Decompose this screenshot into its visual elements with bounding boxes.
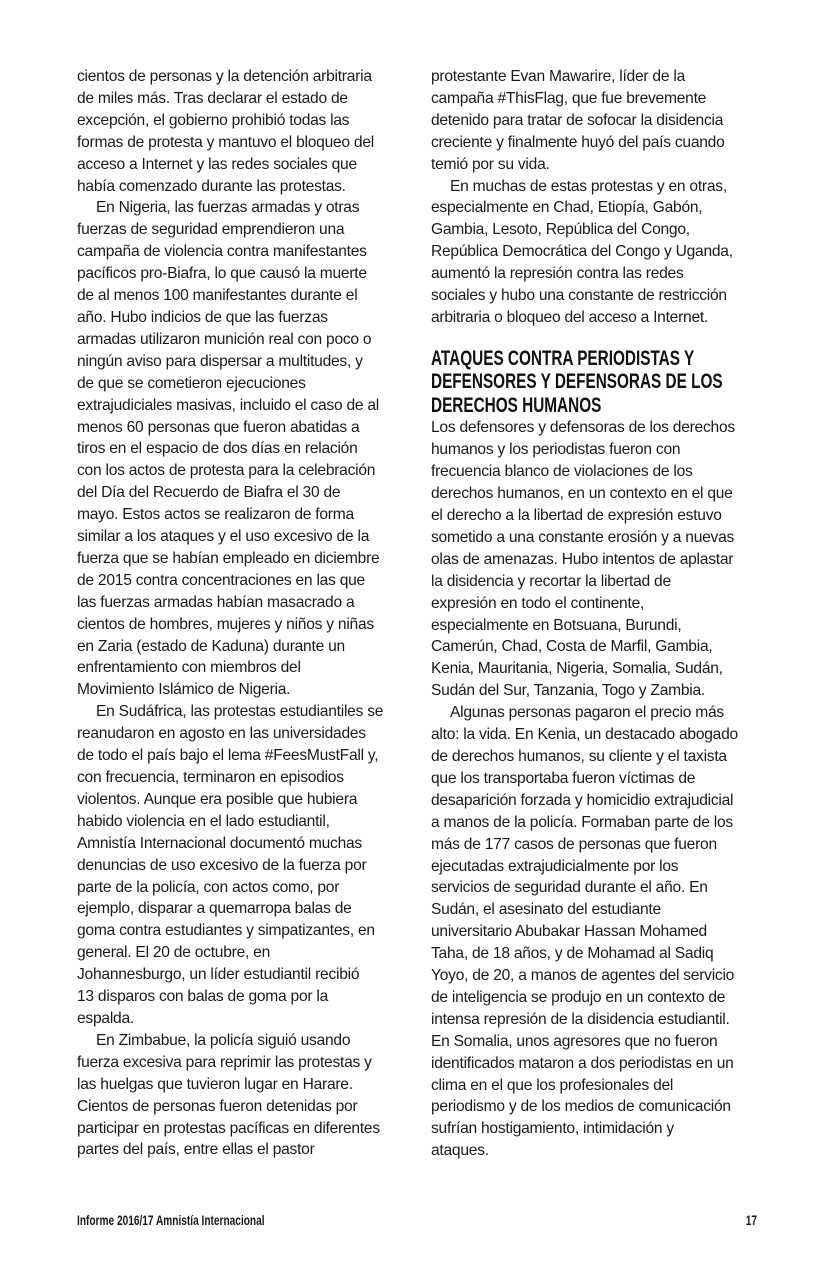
- text-line: más de 177 casos de personas que fueron: [431, 835, 717, 853]
- right-paragraphs-before: [431, 66, 761, 329]
- text-line: Gambia, Lesoto, República del Congo,: [431, 221, 690, 239]
- text-line: fuerza que se habían empleado en diciembre: [77, 549, 380, 567]
- paragraph: [431, 66, 761, 176]
- text-line: las fuerzas armadas habían masacrado a: [77, 593, 355, 611]
- text-line: Taha, de 18 años, y de Mohamad al Sadiq: [431, 945, 714, 963]
- text-line: En Zimbabue, la policía siguió usando: [96, 1031, 351, 1049]
- text-line: denuncias de uso excesivo de la fuerza por: [77, 856, 367, 874]
- text-line: ejemplo, disparar a quemarropa balas de: [77, 900, 352, 918]
- text-line: protestante Evan Mawarire, líder de la: [431, 68, 685, 85]
- paragraph: [77, 197, 407, 701]
- text-line: con los actos de protesta para la celebración: [77, 462, 376, 480]
- text-line: que los transportaba fueron víctimas de: [431, 769, 696, 787]
- text-line: de miles más. Tras declarar el estado de: [77, 89, 348, 107]
- text-line: menos 60 personas que fueron abatidas a: [77, 418, 360, 436]
- text-line: campaña #ThisFlag, que fue brevemente: [431, 89, 707, 107]
- text-line: general. El 20 de octubre, en: [77, 944, 271, 962]
- text-line: de derechos humanos, su cliente y el taxista: [431, 747, 727, 765]
- text-line: participar en protestas pacíficas en diferentes: [77, 1119, 380, 1137]
- paragraph: [431, 417, 761, 702]
- text-line: año. Hubo indicios de que las fuerzas: [77, 308, 328, 326]
- text-line: había comenzado durante las protestas.: [77, 177, 346, 195]
- heading-line: DEFENSORES Y DEFENSORAS DE LOS: [431, 370, 723, 394]
- text-line: Amnistía Internacional documentó muchas: [77, 834, 362, 852]
- text-line: Yoyo, de 20, a manos de agentes del servicio: [431, 967, 735, 985]
- section-heading: [431, 347, 761, 418]
- text-line: Algunas personas pagaron el precio más: [450, 704, 724, 722]
- text-line: Movimiento Islámico de Nigeria.: [77, 681, 291, 699]
- text-line: sufrían hostigamiento, intimidación y: [431, 1120, 674, 1138]
- text-line: expresión en todo el continente,: [431, 594, 645, 612]
- text-line: Sudán del Sur, Tanzania, Togo y Zambia.: [431, 682, 706, 700]
- heading-line: DERECHOS HUMANOS: [431, 393, 602, 417]
- text-line: de al menos 100 manifestantes durante el: [77, 287, 358, 305]
- text-line: el derecho a la libertad de expresión estuvo: [431, 507, 722, 524]
- text-line: a manos de la policía. Formaban parte de los: [431, 813, 733, 831]
- text-line: Sudán, el asesinato del estudiante: [431, 901, 661, 919]
- text-line: de todo el país bajo el lema #FeesMustFall y,: [77, 747, 379, 765]
- text-line: humanos y los periodistas fueron con: [431, 441, 681, 459]
- text-line: alto: la vida. En Kenia, un destacado abogado: [431, 726, 738, 744]
- text-line: formas de protesta y mantuvo el bloqueo del: [77, 133, 374, 151]
- text-line: habido violencia en el lado estudiantil,: [77, 812, 330, 830]
- text-line: cientos de hombres, mujeres y niños y niñas: [77, 615, 374, 633]
- text-line: arbitraria o bloqueo del acceso a Internet.: [431, 308, 709, 326]
- text-line: En Nigeria, las fuerzas armadas y otras: [96, 199, 360, 217]
- text-line: frecuencia blanco de violaciones de los: [431, 463, 693, 481]
- paragraph: [431, 702, 761, 1162]
- text-line: universitario Abubakar Hassan Mohamed: [431, 923, 707, 941]
- text-line: de que se cometieron ejecuciones: [77, 374, 306, 392]
- text-line: Los defensores y defensoras de los derechos: [431, 419, 735, 437]
- text-line: ejecutadas extrajudicialmente por los: [431, 857, 679, 875]
- text-line: aumentó la represión contra las redes: [431, 265, 684, 283]
- text-line: intensa represión de la disidencia estudiantil.: [431, 1010, 730, 1028]
- text-line: espalda.: [77, 1009, 134, 1027]
- text-line: las huelgas que tuvieron lugar en Harare.: [77, 1075, 353, 1093]
- page-footer: [77, 1213, 757, 1228]
- text-line: partes del país, entre ellas el pastor: [77, 1141, 315, 1159]
- text-line: enfrentamiento con miembros del: [77, 659, 301, 677]
- text-line: de 2015 contra concentraciones en las que: [77, 571, 365, 589]
- text-line: En Sudáfrica, las protestas estudiantiles se: [96, 703, 384, 721]
- text-line: pacíficos pro-Biafra, lo que causó la muerte: [77, 265, 367, 283]
- text-line: olas de amenazas. Hubo intentos de aplastar: [431, 550, 734, 568]
- text-line: especialmente en Botsuana, Burundi,: [431, 616, 682, 634]
- text-line: detenido para tratar de sofocar la disidencia: [431, 111, 724, 129]
- text-line: Cientos de personas fueron detenidas por: [77, 1097, 358, 1115]
- text-line: parte de la policía, con actos como, por: [77, 878, 340, 896]
- text-line: extrajudiciales masivas, incluido el caso de al: [77, 396, 380, 414]
- text-line: reanudaron en agosto en las universidades: [77, 725, 366, 743]
- text-line: República Democrática del Congo y Uganda,: [431, 243, 733, 261]
- paragraph: [77, 66, 407, 197]
- text-line: cientos de personas y la detención arbitraria: [77, 68, 372, 85]
- text-line: del Día del Recuerdo de Biafra el 30 de: [77, 484, 341, 502]
- text-line: Kenia, Mauritania, Nigeria, Somalia, Sudán,: [431, 660, 723, 678]
- text-line: goma contra estudiantes y simpatizantes, en: [77, 922, 375, 940]
- text-line: en Zaria (estado de Kaduna) durante un: [77, 637, 345, 655]
- text-line: ningún aviso para dispersar a multitudes, y: [77, 352, 363, 370]
- text-line: servicios de seguridad durante el año. En: [431, 879, 708, 897]
- text-line: mayo. Estos actos se realizaron de forma: [77, 506, 354, 524]
- text-line: similar a los ataques y el uso excesivo de la: [77, 528, 370, 546]
- text-line: En muchas de estas protestas y en otras,: [450, 177, 727, 195]
- text-line: sociales y hubo una constante de restricción: [431, 287, 727, 305]
- text-line: periodismo y de los medios de comunicación: [431, 1098, 731, 1116]
- text-line: Camerún, Chad, Costa de Marfil, Gambia,: [431, 638, 713, 656]
- text-line: de inteligencia se produjo en un contexto de: [431, 988, 726, 1006]
- text-line: especialmente en Chad, Etiopía, Gabón,: [431, 199, 703, 217]
- text-line: fuerza excesiva para reprimir las protestas y: [77, 1053, 372, 1071]
- text-line: tiros en el espacio de dos días en relación: [77, 440, 358, 458]
- text-line: identificados mataron a dos periodistas en un: [431, 1054, 734, 1072]
- text-line: clima en el que los profesionales del: [431, 1076, 674, 1094]
- text-line: sometido a una constante erosión y a nuevas: [431, 528, 735, 546]
- right-paragraphs-after: [431, 417, 761, 1162]
- text-line: derechos humanos, en un contexto en el que: [431, 485, 733, 503]
- heading-line: ATAQUES CONTRA PERIODISTAS Y: [431, 346, 695, 370]
- text-line: En Somalia, unos agresores que no fueron: [431, 1032, 718, 1050]
- right-column: [431, 66, 761, 1162]
- text-line: ataques.: [431, 1142, 489, 1160]
- paragraph: [77, 1030, 407, 1161]
- text-line: con frecuencia, terminaron en episodios: [77, 769, 344, 786]
- footer-title: Informe 2016/17 Amnistía Internacional: [77, 1213, 265, 1228]
- paragraph: [77, 701, 407, 1030]
- paragraph: [431, 176, 761, 329]
- left-column: [77, 66, 407, 1161]
- text-line: campaña de violencia contra manifestantes: [77, 243, 367, 261]
- text-line: desaparición forzada y homicidio extrajudicial: [431, 791, 734, 809]
- text-line: acceso a Internet y las redes sociales que: [77, 155, 357, 173]
- text-line: armadas utilizaron munición real con poco o: [77, 330, 372, 348]
- text-line: violentos. Aunque era posible que hubiera: [77, 790, 358, 808]
- page-number: 17: [745, 1213, 757, 1228]
- text-line: la disidencia y recortar la libertad de: [431, 572, 671, 590]
- text-line: fuerzas de seguridad emprendieron una: [77, 221, 345, 239]
- text-line: excepción, el gobierno prohibió todas las: [77, 111, 350, 129]
- text-line: temió por su vida.: [431, 155, 550, 173]
- text-line: creciente y finalmente huyó del país cuando: [431, 133, 725, 151]
- text-line: Johannesburgo, un líder estudiantil recibió: [77, 966, 360, 984]
- text-line: 13 disparos con balas de goma por la: [77, 988, 329, 1006]
